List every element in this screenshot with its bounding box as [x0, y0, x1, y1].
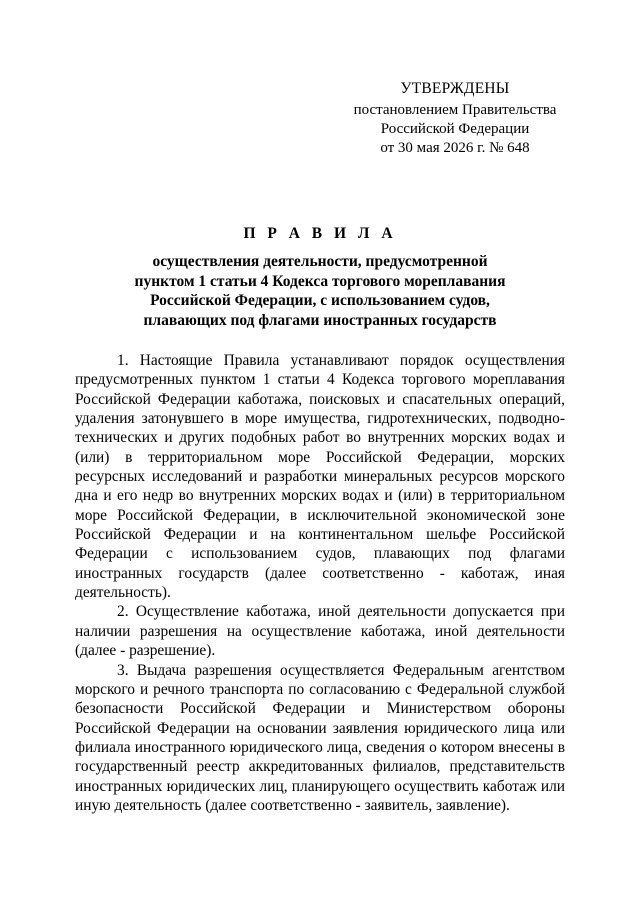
- approval-heading: УТВЕРЖДЕНЫ: [400, 80, 510, 97]
- document-body: [75, 351, 565, 815]
- title-line: Российской Федерации, с использованием судов,: [150, 292, 490, 309]
- document-title-block: [70, 224, 570, 330]
- paragraph-2: 2. Осуществление каботажа, иной деятельности допускается при наличии разрешения на осуществление каботажа, иной деятельности (далее - разрешение).: [75, 603, 565, 660]
- approval-line: постановлением Правительства: [353, 102, 557, 118]
- paragraph-3: 3. Выдача разрешения осуществляется Федеральным агентством морского и речного транспорта по согласованию с Федеральной службой безопасности Российской Федерации и Министерством обороны Российской Федерации на основании заявления юридического лица или филиала иностранного юридического лица, сведения о котором внесены в государственный реестр аккредитованных филиалов, представительств иностранных юридических лиц, планирующего осуществить каботаж или иную деятельность (далее соответственно - заявитель, заявление).: [75, 661, 565, 814]
- approval-line: Российской Федерации: [380, 121, 530, 137]
- paragraph-1: 1. Настоящие Правила устанавливают порядок осуществления предусмотренных пунктом 1 статьи 4 Кодекса торгового мореплавания Российской Федерации каботажа, поисковых и спасательных операций, удаления затонувшего в море имущества, гидротехнических, подводно-технических и других подобных работ во внутренних морских водах и (или) в территориальном море Российской Федерации, морских ресурсных исследований и разработки минеральных ресурсов морского дна и его недр во внутренних морских водах и (или) в территориальном море Российской Федерации, в исключительной экономической зоне Российской Федерации и на континентальном шельфе Российской Федерации с использованием судов, плавающих под флагами иностранных государств (далее соответственно - каботаж, иная деятельность).: [75, 352, 565, 602]
- title-line: пунктом 1 статьи 4 Кодекса торгового мореплавания: [134, 272, 506, 290]
- approval-date-line: от 30 мая 2026 г. № 648: [380, 140, 530, 156]
- title-line: плавающих под флагами иностранных государств: [143, 311, 497, 329]
- approval-stamp: [335, 79, 575, 158]
- document-title: [70, 252, 570, 330]
- document-type: П Р А В И Л А: [243, 225, 397, 242]
- title-line: осуществления деятельности, предусмотренной: [152, 253, 488, 270]
